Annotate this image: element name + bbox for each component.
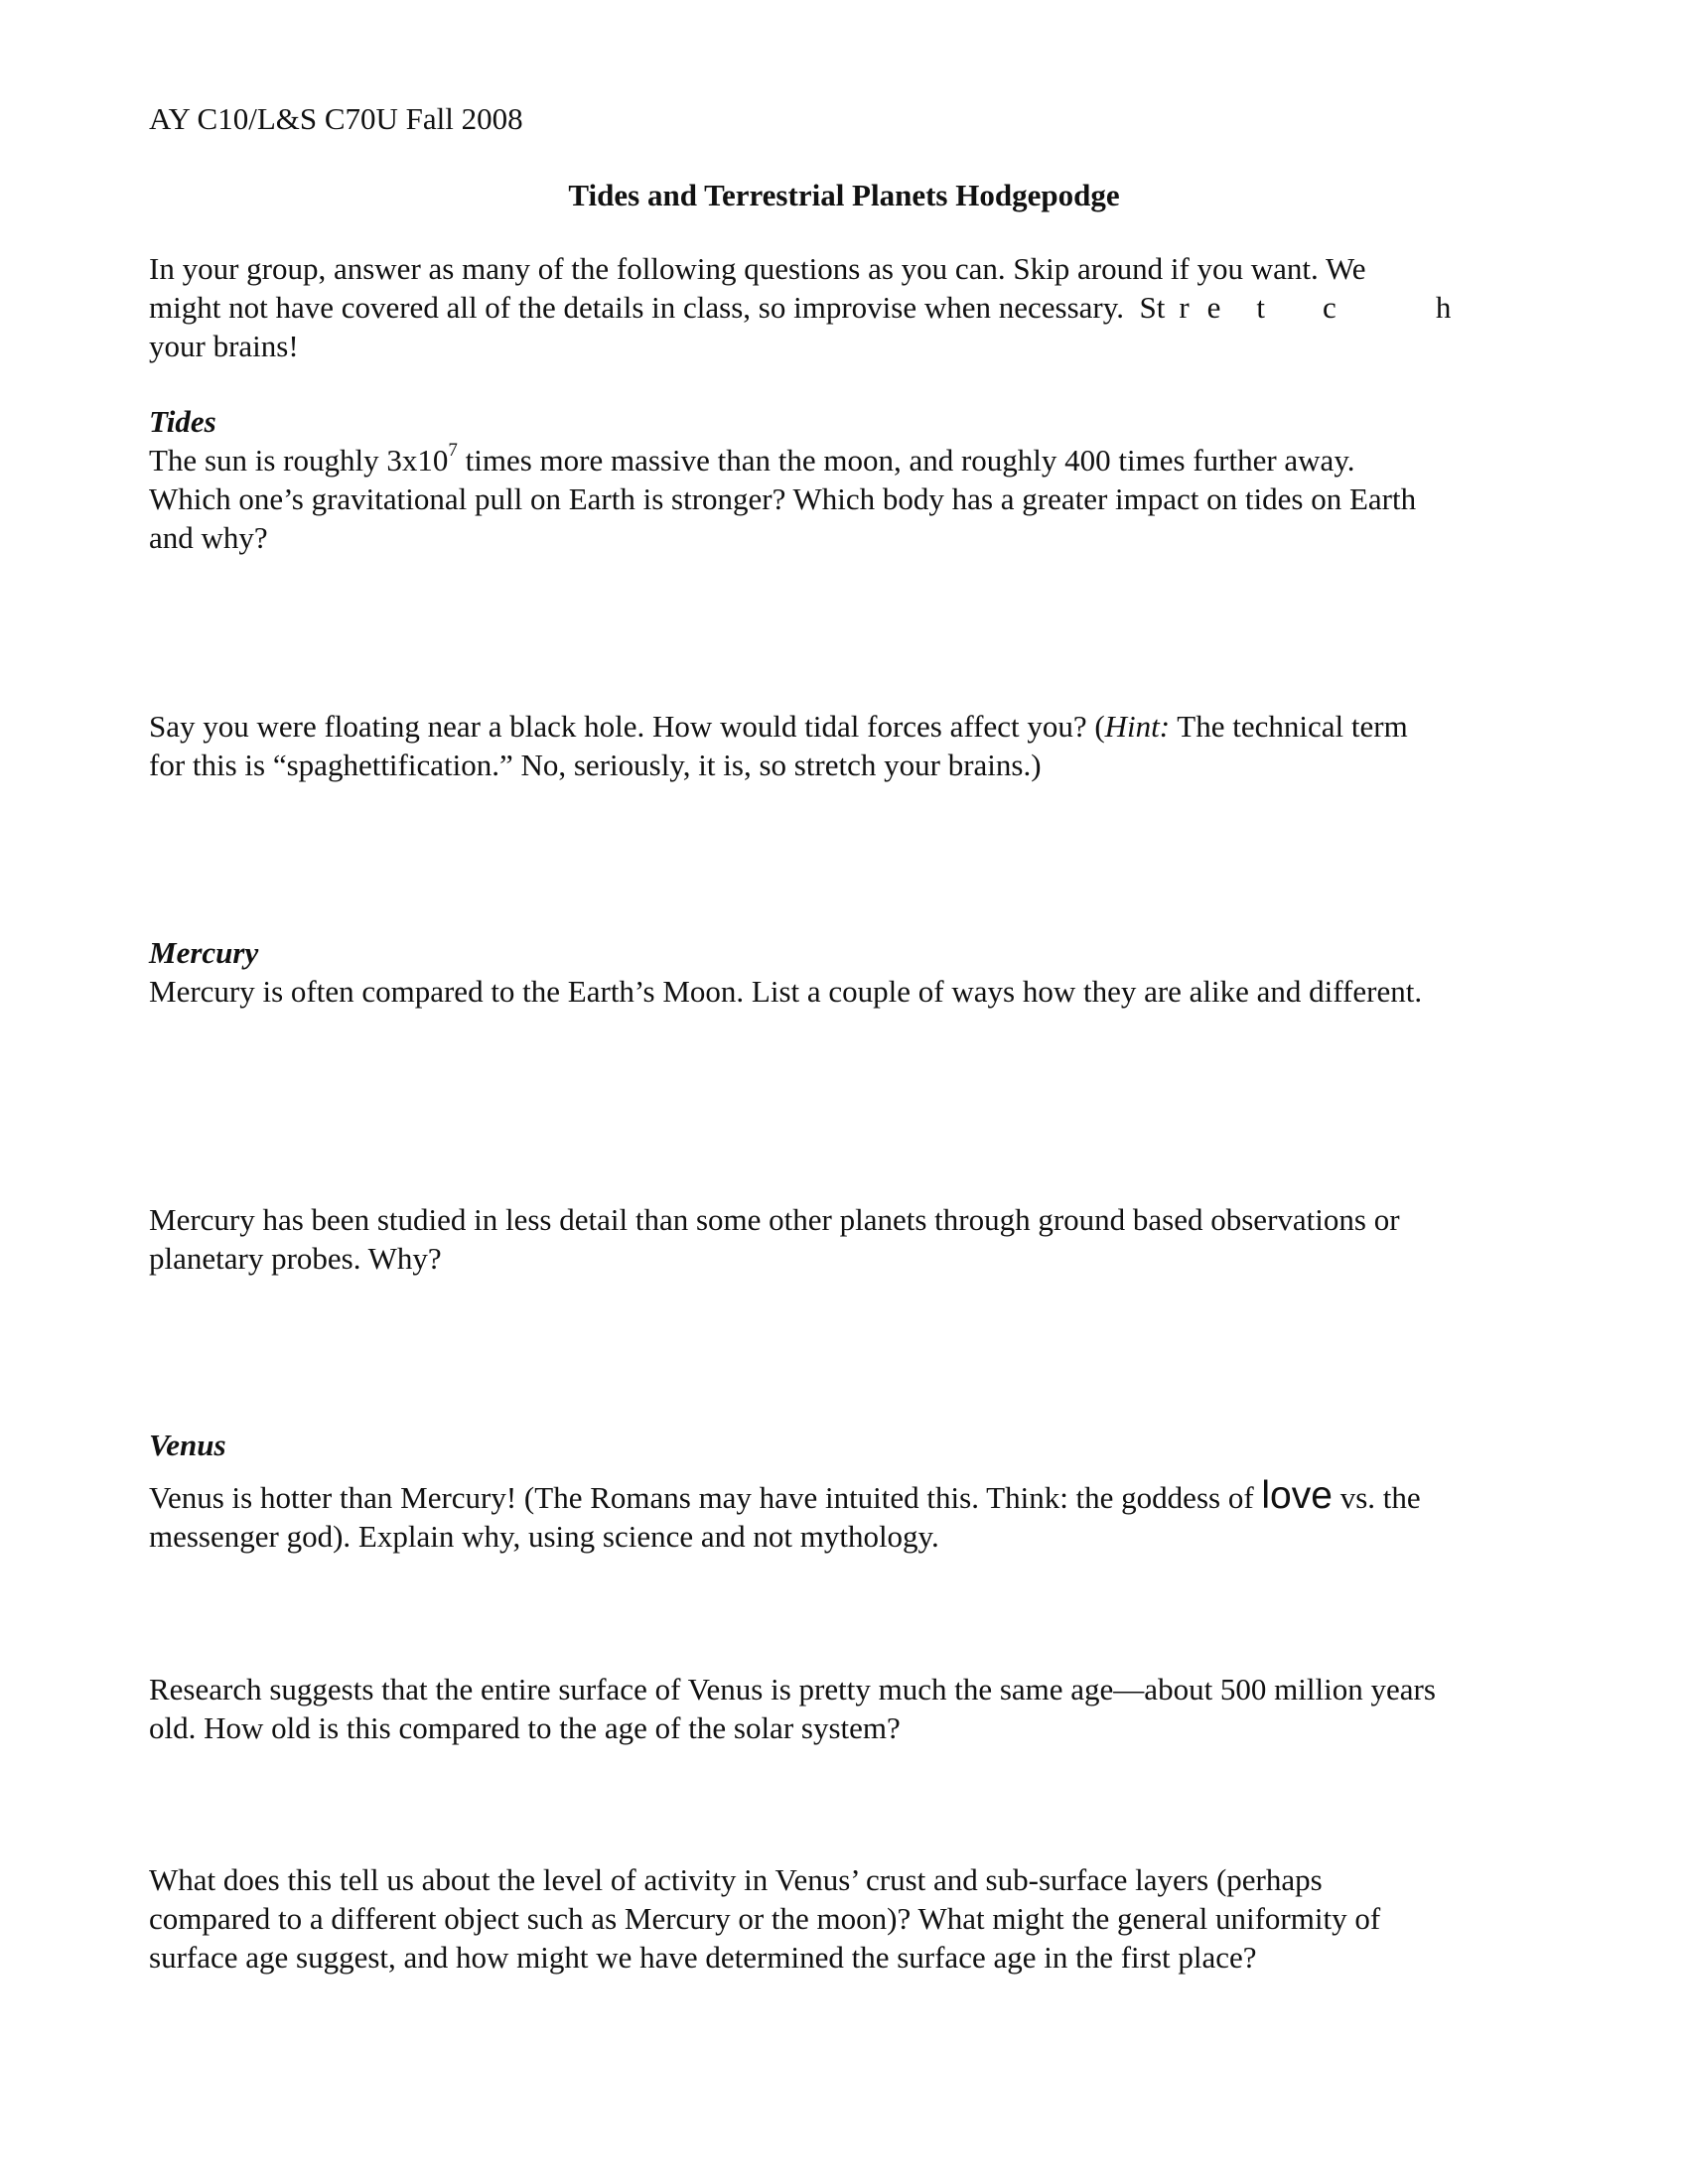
tides-q2-line-1 [149, 707, 1539, 746]
venus-q3-line-1: What does this tell us about the level of activity in Venus’ crust and sub-surface layers (perhaps [149, 1862, 1323, 1897]
tides-question-1 [149, 441, 1539, 557]
venus-q1-line-1 [149, 1476, 1539, 1517]
venus-question-2 [149, 1670, 1539, 1747]
tides-q2-line-2: for this is “spaghettification.” No, seriously, it is, so stretch your brains.) [149, 748, 1042, 782]
stretch-letter-2: r [1179, 290, 1190, 325]
venus-q2-line-2: old. How old is this compared to the age of the solar system? [149, 1710, 901, 1745]
intro-paragraph [149, 249, 1539, 365]
stretch-letter-4: t [1256, 290, 1266, 325]
tides-q2-hint-label: Hint: [1104, 709, 1171, 744]
mercury-q1-line-1: Mercury is often compared to the Earth’s Moon. List a couple of ways how they are alike and different. [149, 974, 1423, 1009]
mercury-question-1 [149, 972, 1539, 1011]
tides-q1-line-1 [149, 441, 1539, 479]
tides-q2-text-a: Say you were floating near a black hole. How would tidal forces affect you? ( [149, 709, 1105, 744]
mercury-q2-line-2: planetary probes. Why? [149, 1241, 442, 1276]
section-title-mercury: Mercury [149, 935, 259, 970]
tides-q1-text-a: The sun is roughly 3x10 [149, 443, 449, 478]
venus-q1-love-word: love [1261, 1474, 1333, 1517]
tides-q1-line-3: and why? [149, 520, 268, 555]
venus-q1-text-b: vs. the [1332, 1480, 1421, 1515]
mercury-question-2 [149, 1200, 1539, 1278]
venus-q2-line-1: Research suggests that the entire surface of Venus is pretty much the same age—about 500 million years [149, 1672, 1436, 1706]
stretch-letter-5: c [1323, 290, 1336, 325]
intro-line-2-text: might not have covered all of the details in class, so improvise when necessary. [149, 290, 1140, 325]
page-title: Tides and Terrestrial Planets Hodgepodge [568, 178, 1120, 212]
course-header: AY C10/L&S C70U Fall 2008 [149, 101, 523, 136]
tides-q1-exponent: 7 [448, 439, 458, 461]
venus-q1-text-a: Venus is hotter than Mercury! (The Romans may have intuited this. Think: the goddess of [149, 1480, 1262, 1515]
tides-q2-text-b: The technical term [1170, 709, 1408, 744]
venus-q1-line-2: messenger god). Explain why, using science and not mythology. [149, 1519, 939, 1554]
tides-q1-text-b: times more massive than the moon, and roughly 400 times further away. [457, 443, 1355, 478]
stretch-letter-3: e [1206, 290, 1221, 325]
tides-question-2 [149, 707, 1539, 784]
stretch-letter-6: h [1435, 290, 1452, 325]
tides-q1-line-2: Which one’s gravitational pull on Earth is stronger? Which body has a greater impact on tides on Earth [149, 481, 1417, 516]
intro-line-2 [149, 288, 1539, 327]
venus-q3-line-3: surface age suggest, and how might we have determined the surface age in the first place? [149, 1940, 1257, 1975]
stretch-letter-1: St [1139, 290, 1166, 325]
venus-question-3 [149, 1860, 1539, 1977]
section-title-tides: Tides [149, 404, 216, 439]
venus-question-1 [149, 1476, 1539, 1556]
section-title-venus: Venus [149, 1428, 226, 1462]
mercury-q2-line-1: Mercury has been studied in less detail than some other planets through ground based observations or [149, 1202, 1400, 1237]
venus-q3-line-2: compared to a different object such as Mercury or the moon)? What might the general uniformity of [149, 1901, 1381, 1936]
intro-line-3: your brains! [149, 329, 299, 363]
intro-line-1: In your group, answer as many of the following questions as you can. Skip around if you want. We [149, 251, 1366, 286]
